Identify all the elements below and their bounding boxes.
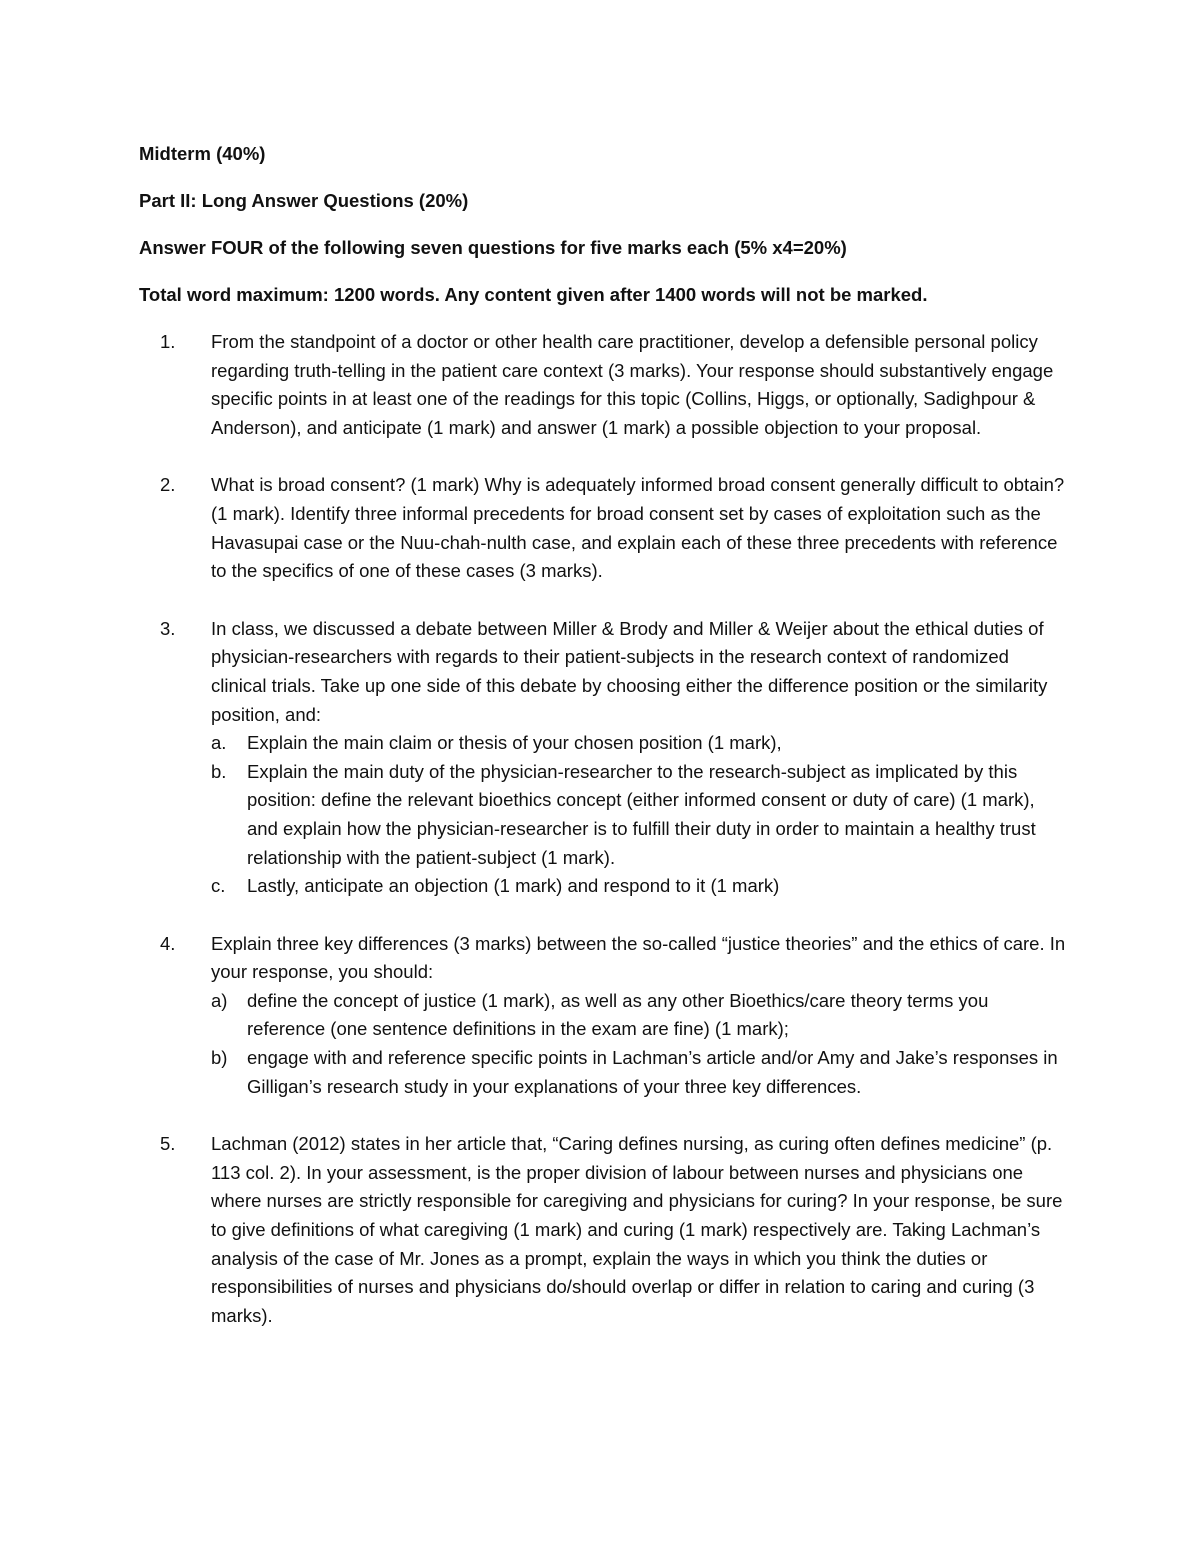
sub-question-b [211,758,1069,872]
question-text: From the standpoint of a doctor or other health care practitioner, develop a defensible personal policy regarding truth-telling in the patient care context (3 marks). Your response should substantively engage specific points in at least one of the readings for this topic (Collins, Higgs, or optionally, Sadighpour & Anderson), and anticipate (1 mark) and answer (1 mark) a possible objection to your proposal. [211,331,1054,438]
question-text: Explain three key differences (3 marks) between the so-called “justice theories” and the ethics of care. In your response, you should: [211,932,1066,983]
question-number: 1. [160,331,176,352]
sub-question-marker: c. [211,875,226,897]
page-content [139,140,1069,1359]
exam-title: Midterm (40%) [139,143,266,164]
word-limit-note: Total word maximum: 1200 words. Any content given after 1400 words will not be marked. [139,284,928,305]
question-number: 4. [160,932,176,954]
section-title: Part II: Long Answer Questions (20%) [139,190,469,211]
question-list [139,328,1069,1330]
instructions: Answer FOUR of the following seven questions for five marks each (5% x4=20%) [139,237,847,258]
sub-question-marker: a) [211,989,228,1011]
sub-question-text: engage with and reference specific points in Lachman’s article and/or Amy and Jake’s responses in Gilligan’s research study in your explanations of your three key differences. [247,1047,1058,1097]
question-number: 5. [160,1133,176,1155]
question-1 [139,328,1069,442]
question-2 [139,471,1069,585]
sub-question-marker: b) [211,1047,228,1069]
sub-question-text: define the concept of justice (1 mark), as well as any other Bioethics/care theory terms you reference (one sentence definitions in the exam are fine) (1 mark); [247,989,989,1040]
sub-question-text: Lastly, anticipate an objection (1 mark) and respond to it (1 mark) [247,875,780,897]
sub-question-a [211,729,1069,758]
sub-question-b [211,1044,1069,1101]
question-number: 2. [160,474,176,496]
sub-question-text: Explain the main duty of the physician-researcher to the research-subject as implicated by this position: define the relevant bioethics concept (either informed consent or duty of care) (1 mark), and explain how the physician-researcher is to fulfill their duty in order to maintain a healthy trust relationship with the patient-subject (1 mark). [247,760,1036,868]
question-text: In class, we discussed a debate between Miller & Brody and Miller & Weijer about the ethical duties of physician-researchers with regards to their patient-subjects in the research context of randomized clinical trials. Take up one side of this debate by choosing either the difference position or the similarity position, and: [211,617,1048,725]
question-3 [139,615,1069,901]
question-text: Lachman (2012) states in her article that, “Caring defines nursing, as curing often defines medicine” (p. 113 col. 2). In your assessment, is the proper division of labour between nurses and physicians one where nurses are strictly responsible for caregiving and physicians for curing? In your response, be sure to give definitions of what caregiving (1 mark) and curing (1 mark) respectively are. Taking Lachman’s analysis of the case of Mr. Jones as a prompt, explain the ways in which you think the duties or responsibilities of nurses and physicians do/should overlap or differ in relation to caring and curing (3 marks). [211,1133,1063,1326]
question-text: What is broad consent? (1 mark) Why is adequately informed broad consent generally difficult to obtain? (1 mark). Identify three informal precedents for broad consent set by cases of exploitation such as the Havasupai case or the Nuu-chah-nulth case, and explain each of these three precedents with reference to the specifics of one of these cases (3 marks). [211,474,1065,582]
sub-question-list [211,729,1069,901]
sub-question-list [211,987,1069,1101]
sub-question-a [211,987,1069,1044]
question-5 [139,1130,1069,1330]
sub-question-c [211,872,1069,901]
sub-question-text: Explain the main claim or thesis of your chosen position (1 mark), [247,732,782,754]
sub-question-marker: b. [211,760,227,782]
sub-question-marker: a. [211,732,227,754]
question-number: 3. [160,617,176,639]
question-4 [139,930,1069,1102]
